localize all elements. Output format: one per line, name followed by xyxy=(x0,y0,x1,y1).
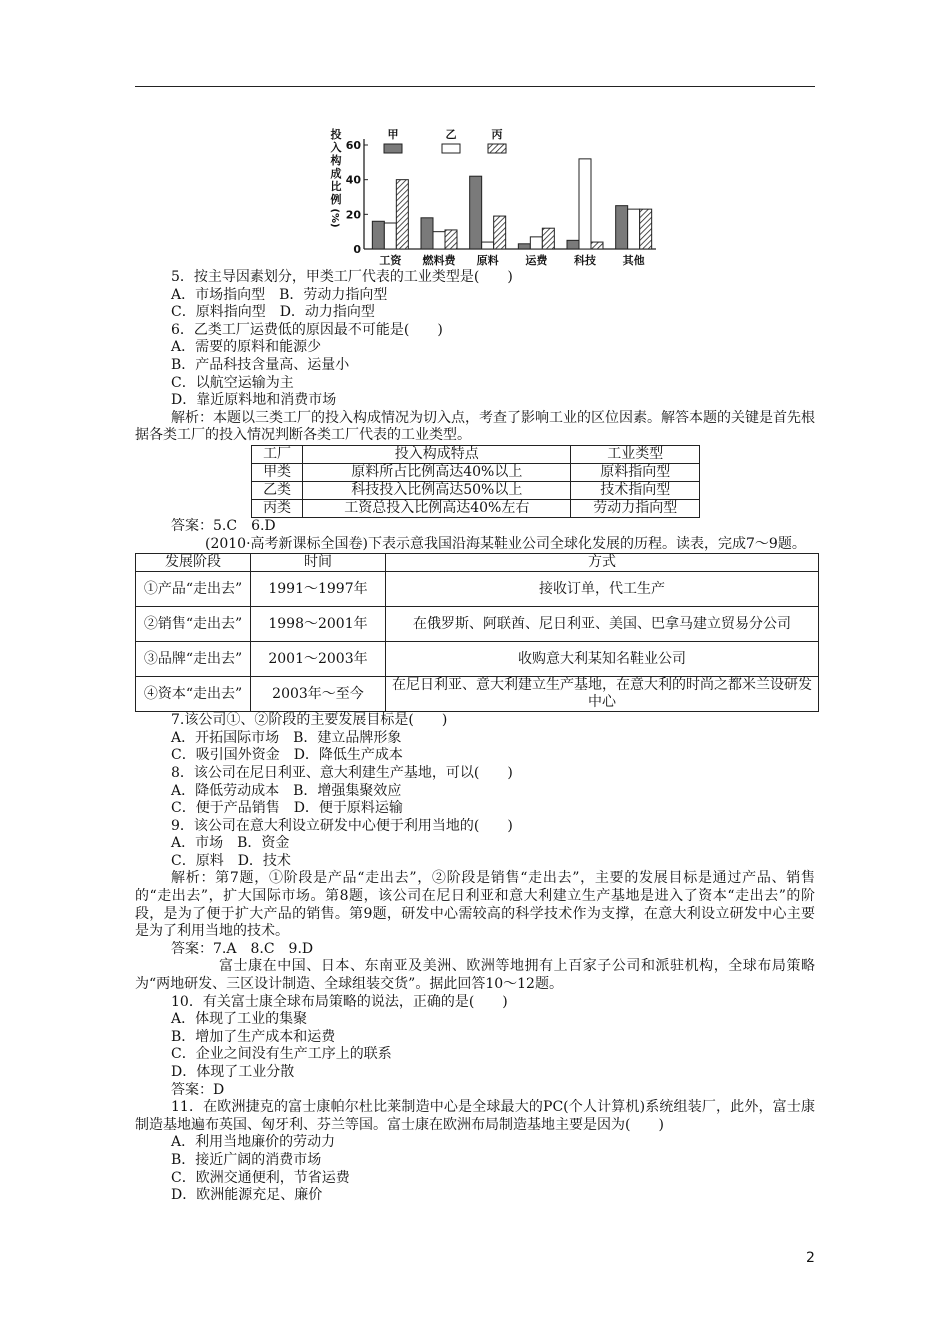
bar xyxy=(518,244,530,249)
question-5-options-ab: A．市场指向型 B．劳动力指向型 xyxy=(171,286,388,303)
question-9-options-ab: A．市场 B．资金 xyxy=(171,835,290,852)
table-header-cell: 时间 xyxy=(251,554,386,572)
page-content xyxy=(135,269,815,1205)
question-6-option-b: B．产品科技含量高、运量小 xyxy=(171,356,350,373)
bar xyxy=(421,218,433,249)
bar xyxy=(567,240,579,249)
y-axis-label-char: 比 xyxy=(330,180,342,193)
analysis-7-9: 解析：第7题，①阶段是产品“走出去”，②阶段是销售“走出去”，主要的发展目标是通过产品、销售的“走出去”，扩大国际市场。第8题，该公司在尼日利亚和意大利建立生产基地是进入了资本“走出去”的阶段，是为了便于扩大产品的销售。第9题，研发中心需较高的科学技术作为支撑，在意大利设立研发中心主要是为了利用当地的技术。 xyxy=(135,870,815,940)
bar xyxy=(396,180,408,249)
table-cell: 收购意大利某知名鞋业公司 xyxy=(386,642,819,677)
question-7: 7.该公司①、②阶段的主要发展目标是( ) xyxy=(171,712,448,729)
y-axis-label-char: 成 xyxy=(330,167,342,180)
table-row xyxy=(136,607,819,642)
question-11: 11．在欧洲捷克的富士康帕尔杜比莱制造中心是全球最大的PC(个人计算机)系统组装厂，此外，富士康制造基地遍布英国、匈牙利、芬兰等国。富士康在欧洲布局制造基地主要是因为( ) xyxy=(135,1099,815,1133)
question-10-option-d: D．体现了工业分散 xyxy=(171,1064,295,1080)
bar xyxy=(628,209,640,249)
table-cell: 劳动力指向型 xyxy=(571,499,700,517)
table-header-cell: 发展阶段 xyxy=(136,554,251,572)
table-cell: 原料所占比例高达40%以上 xyxy=(303,463,571,481)
table-cell: ④资本“走出去” xyxy=(136,677,251,712)
table-header-cell: 工厂 xyxy=(252,445,303,463)
legend-label: 丙 xyxy=(491,128,503,141)
bar xyxy=(616,206,628,249)
question-5-options-cd: C．原料指向型 D．动力指向型 xyxy=(171,304,375,321)
table-cell: 1991～1997年 xyxy=(251,572,386,607)
table-row xyxy=(252,463,700,481)
bar xyxy=(530,237,542,249)
x-tick-label: 运费 xyxy=(525,254,548,267)
table-cell: ②销售“走出去” xyxy=(136,607,251,642)
table-header-row xyxy=(252,445,700,463)
table-header-cell: 投入构成特点 xyxy=(303,445,571,463)
question-10-option-a: A．体现了工业的集聚 xyxy=(171,1011,308,1028)
x-tick-label: 科技 xyxy=(574,254,596,267)
question-11-option-c: C．欧洲交通便利，节省运费 xyxy=(171,1169,350,1186)
table-cell: 技术指向型 xyxy=(571,481,700,499)
table-row xyxy=(252,481,700,499)
table-cell: 原料指向型 xyxy=(571,463,700,481)
bar xyxy=(494,216,506,249)
bar xyxy=(579,159,591,249)
table-row xyxy=(136,677,819,712)
bar xyxy=(482,242,494,249)
table-cell: ①产品“走出去” xyxy=(136,572,251,607)
table-cell: 2001～2003年 xyxy=(251,642,386,677)
table-cell: 1998～2001年 xyxy=(251,607,386,642)
question-6-option-a: A．需要的原料和能源少 xyxy=(171,339,322,356)
table-header-cell: 方式 xyxy=(386,554,819,572)
table-row xyxy=(136,642,819,677)
table-cell: 甲类 xyxy=(252,463,303,481)
bar xyxy=(384,223,396,249)
intro-10-12: 富士康在中国、日本、东南亚及美洲、欧洲等地拥有上百家子公司和派驻机构，全球布局策略为“两地研发、三区设计制造、全球组装交货”。据此回答10～12题。 xyxy=(135,958,815,993)
table-cell: 在尼日利亚、意大利建立生产基地，在意大利的时尚之都米兰设研发中心 xyxy=(386,677,819,712)
y-tick-label: 20 xyxy=(345,208,361,222)
table-cell: 工资总投入比例高达40%左右 xyxy=(303,499,571,517)
question-11-option-a: A．利用当地廉价的劳动力 xyxy=(171,1134,336,1151)
table-row xyxy=(136,572,819,607)
intro-7-9: (2010·高考新课标全国卷)下表示意我国沿海某鞋业公司全球化发展的历程。读表，完成7～9题。 xyxy=(205,535,806,552)
bar xyxy=(372,221,384,249)
question-6: 6．乙类工厂运费低的原因最不可能是( ) xyxy=(171,321,443,338)
legend-swatch xyxy=(488,144,506,153)
input-composition-chart xyxy=(320,124,660,272)
legend-swatch xyxy=(442,144,460,153)
question-5: 5．按主导因素划分，甲类工厂代表的工业类型是( ) xyxy=(171,269,513,285)
bar xyxy=(542,228,554,249)
table-cell: 在俄罗斯、阿联酋、尼日利亚、美国、巴拿马建立贸易分公司 xyxy=(386,607,819,642)
legend-swatch xyxy=(384,144,402,153)
legend-label: 甲 xyxy=(387,128,399,141)
y-tick-label: 40 xyxy=(345,173,361,187)
table-row xyxy=(252,499,700,517)
table-header-cell: 工业类型 xyxy=(571,445,700,463)
table-cell: 丙类 xyxy=(252,499,303,517)
table-cell: 科技投入比例高达50%以上 xyxy=(303,481,571,499)
y-axis-label-char: 构 xyxy=(330,154,342,167)
bar xyxy=(640,209,652,249)
question-8-options-ab: A．降低劳动成本 B．增强集聚效应 xyxy=(171,782,402,799)
bar xyxy=(591,242,603,249)
y-axis-label-unit: (%) xyxy=(329,208,340,228)
question-11-option-b: B．接近广阔的消费市场 xyxy=(171,1151,322,1168)
bar xyxy=(445,230,457,249)
answer-5-6: 答案：5.C 6.D xyxy=(171,517,276,534)
question-7-options-cd: C．吸引国外资金 D．降低生产成本 xyxy=(171,747,403,764)
y-axis-label-char: 入 xyxy=(330,141,342,154)
x-tick-label: 其他 xyxy=(622,254,645,267)
table-cell: 乙类 xyxy=(252,481,303,499)
table-cell: ③品牌“走出去” xyxy=(136,642,251,677)
question-9-options-cd: C．原料 D．技术 xyxy=(171,852,291,869)
table-header-row xyxy=(136,554,819,572)
question-10-option-c: C．企业之间没有生产工序上的联系 xyxy=(171,1046,392,1063)
analysis-5-6: 解析：本题以三类工厂的投入构成情况为切入点，考查了影响工业的区位因素。解答本题的关键是首先根据各类工厂的投入情况判断各类工厂代表的工业类型。 xyxy=(135,409,815,444)
y-axis-label-char: 投 xyxy=(330,128,342,141)
y-axis-label-char: 例 xyxy=(330,193,342,206)
header-rule xyxy=(135,86,815,87)
question-8: 8．该公司在尼日利亚、意大利建生产基地，可以( ) xyxy=(171,764,513,781)
answer-10: 答案：D xyxy=(171,1081,225,1098)
table-cell: 2003年～至今 xyxy=(251,677,386,712)
factory-type-table xyxy=(251,445,700,518)
y-tick-label: 60 xyxy=(345,139,361,152)
question-8-options-cd: C．便于产品销售 D．便于原料运输 xyxy=(171,800,403,817)
page-number: 2 xyxy=(806,1250,815,1266)
x-tick-label: 燃料费 xyxy=(422,254,456,267)
question-6-option-d: D．靠近原料地和消费市场 xyxy=(171,392,337,409)
table-cell: 接收订单，代工生产 xyxy=(386,572,819,607)
question-10: 10．有关富士康全球布局策略的说法，正确的是( ) xyxy=(171,993,508,1010)
y-tick-label: 0 xyxy=(353,243,361,256)
question-6-option-c: C．以航空运输为主 xyxy=(171,374,294,391)
x-tick-label: 原料 xyxy=(476,254,499,267)
company-development-table xyxy=(135,553,819,712)
question-10-option-b: B．增加了生产成本和运费 xyxy=(171,1028,336,1045)
legend-label: 乙 xyxy=(445,128,457,141)
x-tick-label: 工资 xyxy=(379,254,402,267)
bar xyxy=(433,232,445,249)
question-11-option-d: D．欧洲能源充足、廉价 xyxy=(171,1187,323,1204)
answer-7-9: 答案：7.A 8.C 9.D xyxy=(171,940,314,957)
question-7-options-ab: A．开拓国际市场 B．建立品牌形象 xyxy=(171,729,402,746)
question-9: 9．该公司在意大利设立研发中心便于利用当地的( ) xyxy=(171,817,513,834)
bar xyxy=(470,176,482,249)
